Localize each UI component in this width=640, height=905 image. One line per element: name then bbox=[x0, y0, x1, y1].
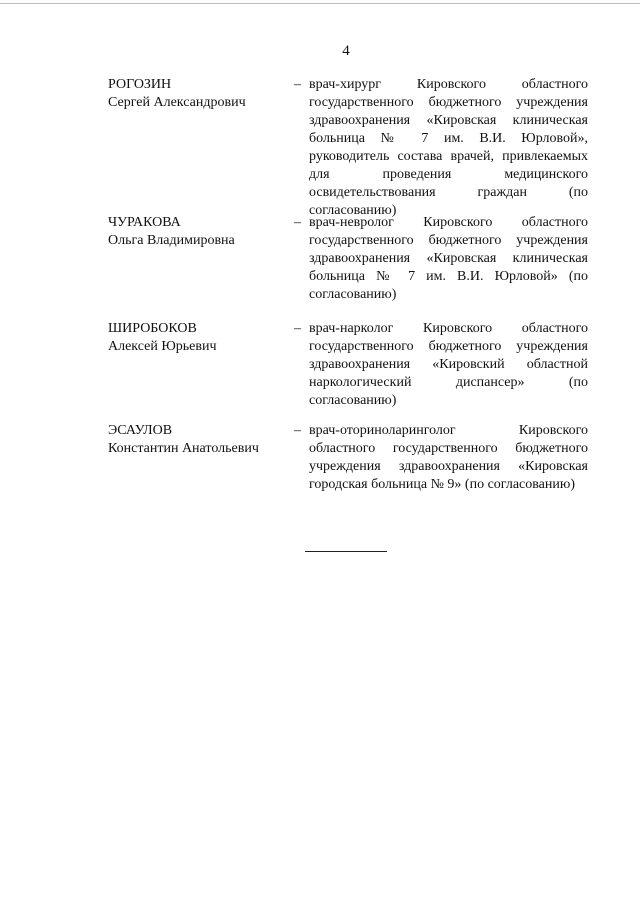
member-surname: ЭСАУЛОВ bbox=[108, 423, 173, 438]
member-name bbox=[108, 422, 288, 458]
member-entry bbox=[108, 76, 588, 218]
entry-dash: – bbox=[294, 77, 301, 92]
member-position: врач-оториноларинголог Кировского областного государственного бюджетного учреждения здравоохранения «Кировская городская больница № 9» (по согласованию) bbox=[309, 423, 588, 492]
end-of-list-line bbox=[305, 551, 387, 552]
member-name bbox=[108, 320, 288, 356]
member-given-name: Ольга Владимировна bbox=[108, 233, 235, 248]
member-surname: РОГОЗИН bbox=[108, 77, 172, 92]
entry-dash: – bbox=[294, 321, 301, 336]
member-given-name: Алексей Юрьевич bbox=[108, 339, 217, 354]
entry-dash: – bbox=[294, 215, 301, 230]
member-position: врач-невролог Кировского областного государственного бюджетного учреждения здравоохранения «Кировская клиническая больница № 7 им. В.И. Юрловой» (по согласованию) bbox=[309, 215, 588, 302]
member-entry bbox=[108, 422, 588, 522]
member-position: врач-нарколог Кировского областного государственного бюджетного учреждения здравоохранения «Кировский областной наркологический диспансер» (по согласованию) bbox=[309, 321, 588, 408]
member-position: врач-хирург Кировского областного государственного бюджетного учреждения здравоохранения «Кировская клиническая больница № 7 им. В.И. Юрловой», руководитель состава врачей, привлекаемых для проведения медицинского освидетельствования граждан (по согласованию) bbox=[309, 77, 588, 218]
member-name bbox=[108, 76, 288, 112]
member-entry bbox=[108, 214, 588, 320]
page-number: 4 bbox=[342, 43, 350, 59]
top-border-line bbox=[0, 3, 640, 4]
member-given-name: Сергей Александрович bbox=[108, 95, 246, 110]
member-given-name: Константин Анатольевич bbox=[108, 441, 259, 456]
entry-dash: – bbox=[294, 423, 301, 438]
member-name bbox=[108, 214, 288, 250]
member-surname: ЧУРАКОВА bbox=[108, 215, 181, 230]
member-surname: ШИРОБОКОВ bbox=[108, 321, 197, 336]
member-entry bbox=[108, 320, 588, 422]
member-list bbox=[108, 76, 588, 522]
